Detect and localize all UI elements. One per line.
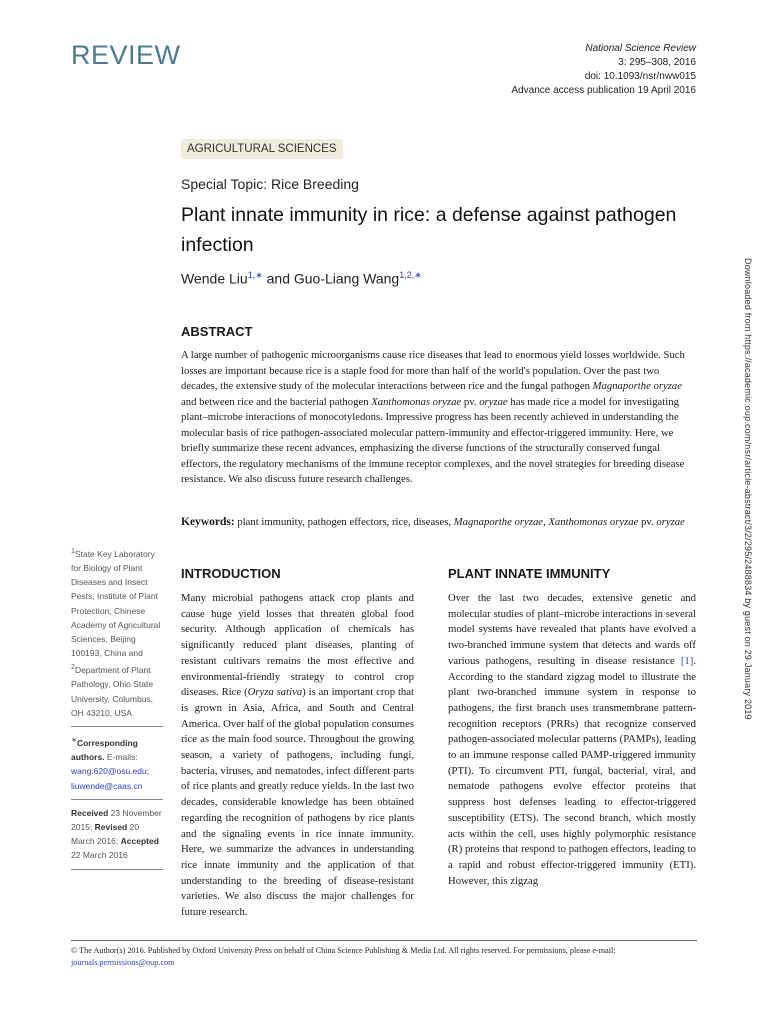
corresponding-authors [71,733,163,793]
abstract-species: Xanthomonas oryzae [371,395,462,408]
sidebar [71,544,163,876]
history-dates [71,806,163,863]
special-topic: Special Topic: Rice Breeding [181,176,359,192]
journal-name: National Science Review [585,43,696,54]
journal-meta [511,42,696,98]
abstract-heading: ABSTRACT [181,324,253,339]
accepted-label: Accepted [120,836,159,847]
abstract-text: pv. [461,395,480,408]
email-separator: ; [146,766,150,777]
intro-text: ) is an important crop that is grown in Asia, Africa, and South and Central America. Over half of the global population consumes rice as the main food source. Throughout the growing season, a variety of pathogens, including fungi, bacteria, viruses, and nematodes, infect different parts of rice plants and greatly reduce yields. In the last two decades, considerable knowledge has been obtained regarding the recognition of pathogens by rice plants and the signaling events in rice innate immunity. Here, we summarize the advances in understanding rice innate immunity and the application of that understanding to the breeding of disease-resistant varieties. We also discuss the major challenges for future research. [181,686,414,919]
introduction-heading: INTRODUCTION [181,566,281,581]
advance-access: Advance access publication 19 April 2016 [511,85,696,96]
footer-divider [71,940,697,941]
article-title: Plant innate immunity in rice: a defense against pathogen infection [181,204,677,256]
intro-species: Oryza sativa [247,686,303,699]
corresponding-marker: ∗ [71,736,77,745]
accepted-date: 22 March 2016 [71,850,128,861]
intro-text: Many microbial pathogens attack crop plants and cause huge yield losses that threaten global food security. Although application of chemicals has significantly reduced plant diseases, planting of resistant cultivars remains the most effective and environmental-friendly strategy to control crop diseases. Rice ( [181,592,414,699]
abstract-species: oryzae [479,395,508,408]
received-date: 23 November 2015; [71,807,162,832]
download-note: Downloaded from https://academic.oup.com/nsr/article-abstract/3/2/295/2488834 by guest on 29 January 2019 [743,258,753,720]
abstract-text: and between rice and the bacterial pathogen [181,395,372,408]
emails-label: E-mails: [104,752,138,763]
email-link-2[interactable]: liuwende@caas.cn [71,780,143,791]
keyword-species: oryzae [656,516,685,528]
doi: doi: 10.1093/nsr/nww015 [584,71,696,82]
divider [71,869,163,870]
divider [71,799,163,800]
abstract-species: Magnaporthe oryzae [592,380,682,392]
permissions-email-link[interactable]: journals.permissions@oup.com [71,957,175,967]
keyword-species: Magnaporthe oryzae [453,516,544,528]
affiliation-text: State Key Laboratory for Biology of Plant Diseases and Insect Pests, Institute of Plant Protection, Chinese Academy of Agricultural Sciences, Beijing 100193, China and [71,548,161,659]
abstract-text: A large number of pathogenic microorganisms cause rice diseases that lead to enormous yield losses worldwide. Such losses are important because rice is a staple food for more than half of the world's population. Over the past two decades, the extensive study of the molecular interactions between rice and the fungal pathogen [181,349,685,392]
immunity-heading: PLANT INNATE IMMUNITY [448,566,611,581]
volume-pages: 3: 295–308, 2016 [618,57,696,68]
keyword-species: Xanthomonas oryzae [548,516,639,528]
introduction-body [181,591,414,921]
affiliation-marker: 2 [71,663,75,672]
download-watermark [743,258,757,720]
copyright-text: © The Author(s) 2016. Published by Oxford University Press on behalf of China Science Publishing & Media Ltd. All rights reserved. For permissions, please e-mail: [71,946,616,955]
author-2-affil[interactable]: 1,2,∗ [399,270,422,280]
introduction-column [181,566,414,921]
keywords-text: , [543,516,549,528]
authors [181,270,422,287]
immunity-column [448,566,696,889]
immunity-body [448,591,696,889]
author-connector: and [262,270,294,287]
affiliation-marker: 1 [71,547,75,555]
category-badge: AGRICULTURAL SCIENCES [181,139,343,159]
citation-link[interactable]: [1] [680,654,694,667]
affiliation-text: Department of Plant Pathology, Ohio State University, Columbus, OH 43210, USA [71,665,154,718]
abstract-body [181,348,696,488]
revised-label: Revised [94,821,128,832]
author-1-affil[interactable]: 1,∗ [247,270,263,280]
keywords-label: Keywords: [181,516,235,528]
keywords-text: pv. [638,516,657,528]
revised-date: 20 March 2016; [71,821,140,847]
immunity-text: Over the last two decades, extensive genetic and molecular studies of plant–microbe interactions in several model systems have revealed that plants have evolved a two-branched immune system that detects and wards off various pathogens, resulting in disease resistance [448,592,696,667]
email-link-1[interactable]: wang.620@osu.edu [71,766,147,777]
author-2[interactable]: Guo-Liang Wang [293,270,400,287]
abstract-text: has made rice a model for investigating plant–microbe interactions of monocotyledons. Impressive progress has been recently achieved in understanding the molecular basis of rice pathogen-associated molecular pattern-immunity and effector-triggered immunity. Here, we briefly summarize these recent advances, emphasizing the diverse functions of the structurally conserved fungal effectors, the regulatory mechanisms of the immune receptor complexes, and the novel strategies for breeding disease resistance. We also discuss future research challenges. [181,395,685,485]
keywords-text: plant immunity, pathogen effectors, rice, diseases, [234,516,454,528]
divider [71,726,163,727]
corresponding-label: Corresponding authors. [71,737,138,763]
copyright-footer [71,945,697,968]
affiliations [71,544,163,720]
received-label: Received [71,807,109,818]
section-label: REVIEW [71,40,181,70]
immunity-text: . According to the standard zigzag model to illustrate the plant two-branched immune system in response to pathogens, the first branch uses transmembrane pattern-recognition receptors (PRRs) that recognize conserved pathogen-associated molecular patterns (PAMPs), leading to an immune response called PAMP-triggered immunity (PTI). To circumvent PTI, fungal, bacterial, viral, and nematode pathogens evolve effector proteins that suppress host defenses leading to effector-triggered susceptibility (ETS). The second branch, which mostly acts within the cell, uses highly polymorphic resistance (R) proteins that respond to pathogen effectors, leading to a rapid and robust effector-triggered immunity (ETI). However, this zigzag [448,654,696,887]
keywords [181,515,696,531]
author-1[interactable]: Wende Liu [181,270,248,287]
